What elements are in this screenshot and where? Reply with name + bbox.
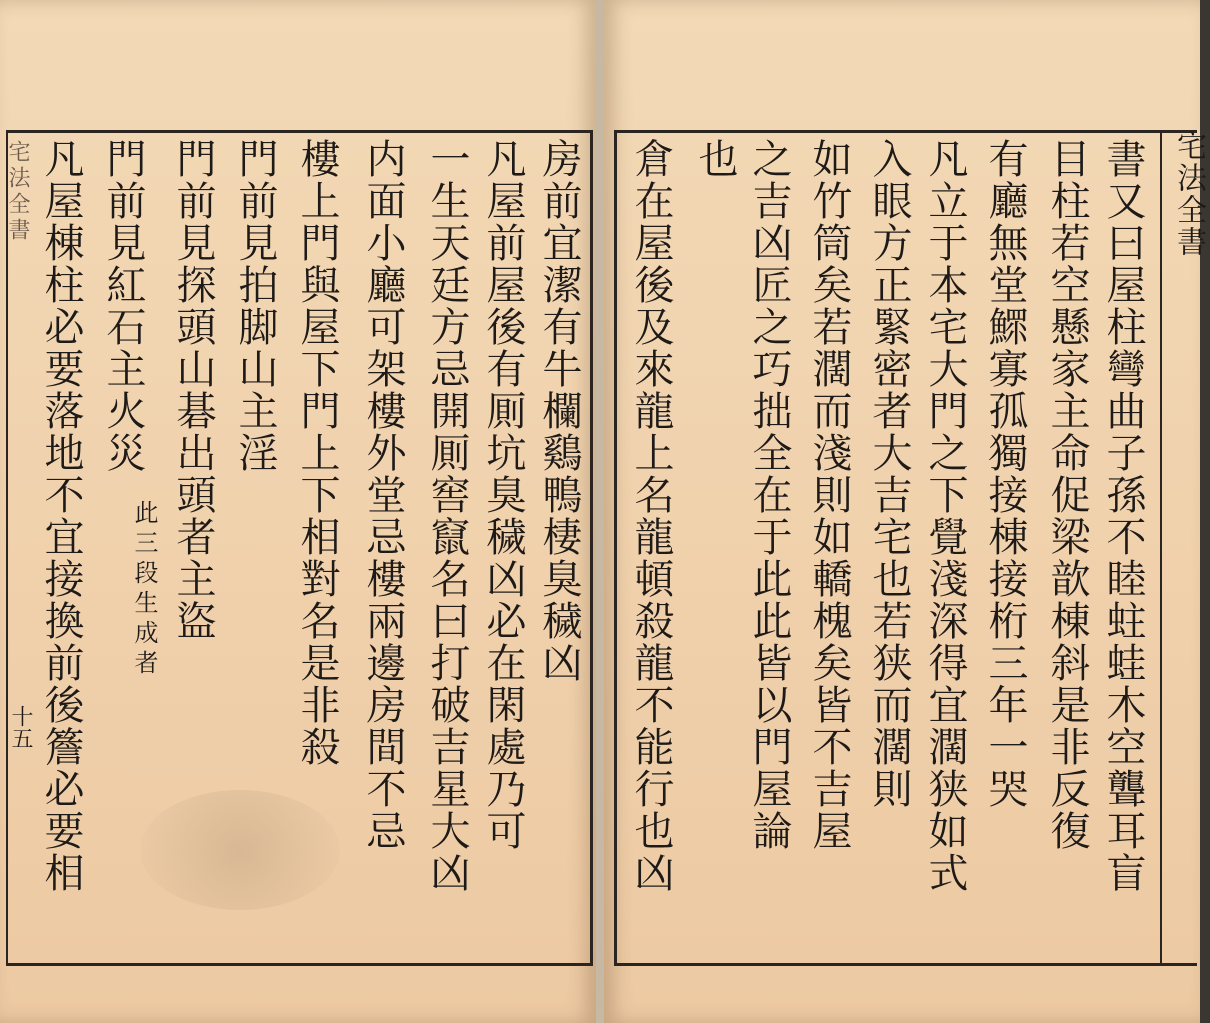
right-column-5: 入眼方正緊密者大吉宅也若狭而濶則 bbox=[866, 138, 912, 810]
left-column-3: 一生天廷方忌開厠窖竄名曰打破吉星大凶 bbox=[424, 138, 470, 894]
right-column-1: 書又曰屋柱彎曲子孫不睦蛀蛙木空聾耳盲 bbox=[1100, 138, 1146, 894]
ink-stain bbox=[140, 790, 340, 910]
right-margin-title: 宅法全書 bbox=[1171, 130, 1206, 258]
left-column-5: 樓上門與屋下門上下相對名是非殺 bbox=[294, 138, 340, 768]
left-margin-title: 宅法全書 bbox=[5, 140, 30, 244]
page-number: 十五 bbox=[8, 705, 33, 749]
right-column-6: 如竹筒矣若濶而淺則如轎槐矣皆不吉屋 bbox=[806, 138, 852, 852]
right-column-3: 有廳無堂鰥寡孤獨接棟接桁三年一哭 bbox=[982, 138, 1028, 810]
right-margin-rule bbox=[1160, 130, 1162, 966]
right-page bbox=[604, 0, 1206, 1023]
left-column-9: 凡屋棟柱必要落地不宜接換前後簷必要相 bbox=[38, 138, 84, 894]
right-column-8: 也 bbox=[692, 138, 738, 180]
right-column-2: 目柱若空懸家主命促梁歆棟斜是非反復 bbox=[1044, 138, 1090, 852]
left-column-7: 門前見探頭山碁出頭者主盜 bbox=[170, 138, 216, 642]
left-annotation: 此三段生成者 bbox=[130, 500, 158, 680]
book-gutter bbox=[596, 0, 604, 1023]
left-margin-rule bbox=[6, 130, 8, 966]
left-column-4: 内面小廳可架樓外堂忌樓兩邊房間不忌 bbox=[360, 138, 406, 852]
left-page bbox=[0, 0, 596, 1023]
left-column-2: 凡屋前屋後有厠坑臭穢凶必在閑處乃可 bbox=[480, 138, 526, 852]
left-column-8: 門前見紅石主火災 bbox=[100, 138, 146, 474]
right-column-9: 倉在屋後及來龍上名龍頓殺龍不能行也凶 bbox=[628, 138, 674, 894]
right-column-4: 凡立于本宅大門之下覺淺深得宜濶狭如式 bbox=[922, 138, 968, 894]
left-column-1: 房前宜潔有牛欄鷄鴨棲臭穢凶 bbox=[536, 138, 582, 684]
left-column-6: 門前見拍脚山主淫 bbox=[232, 138, 278, 474]
right-column-7: 之吉凶匠之巧拙全在于此此皆以門屋論 bbox=[746, 138, 792, 852]
